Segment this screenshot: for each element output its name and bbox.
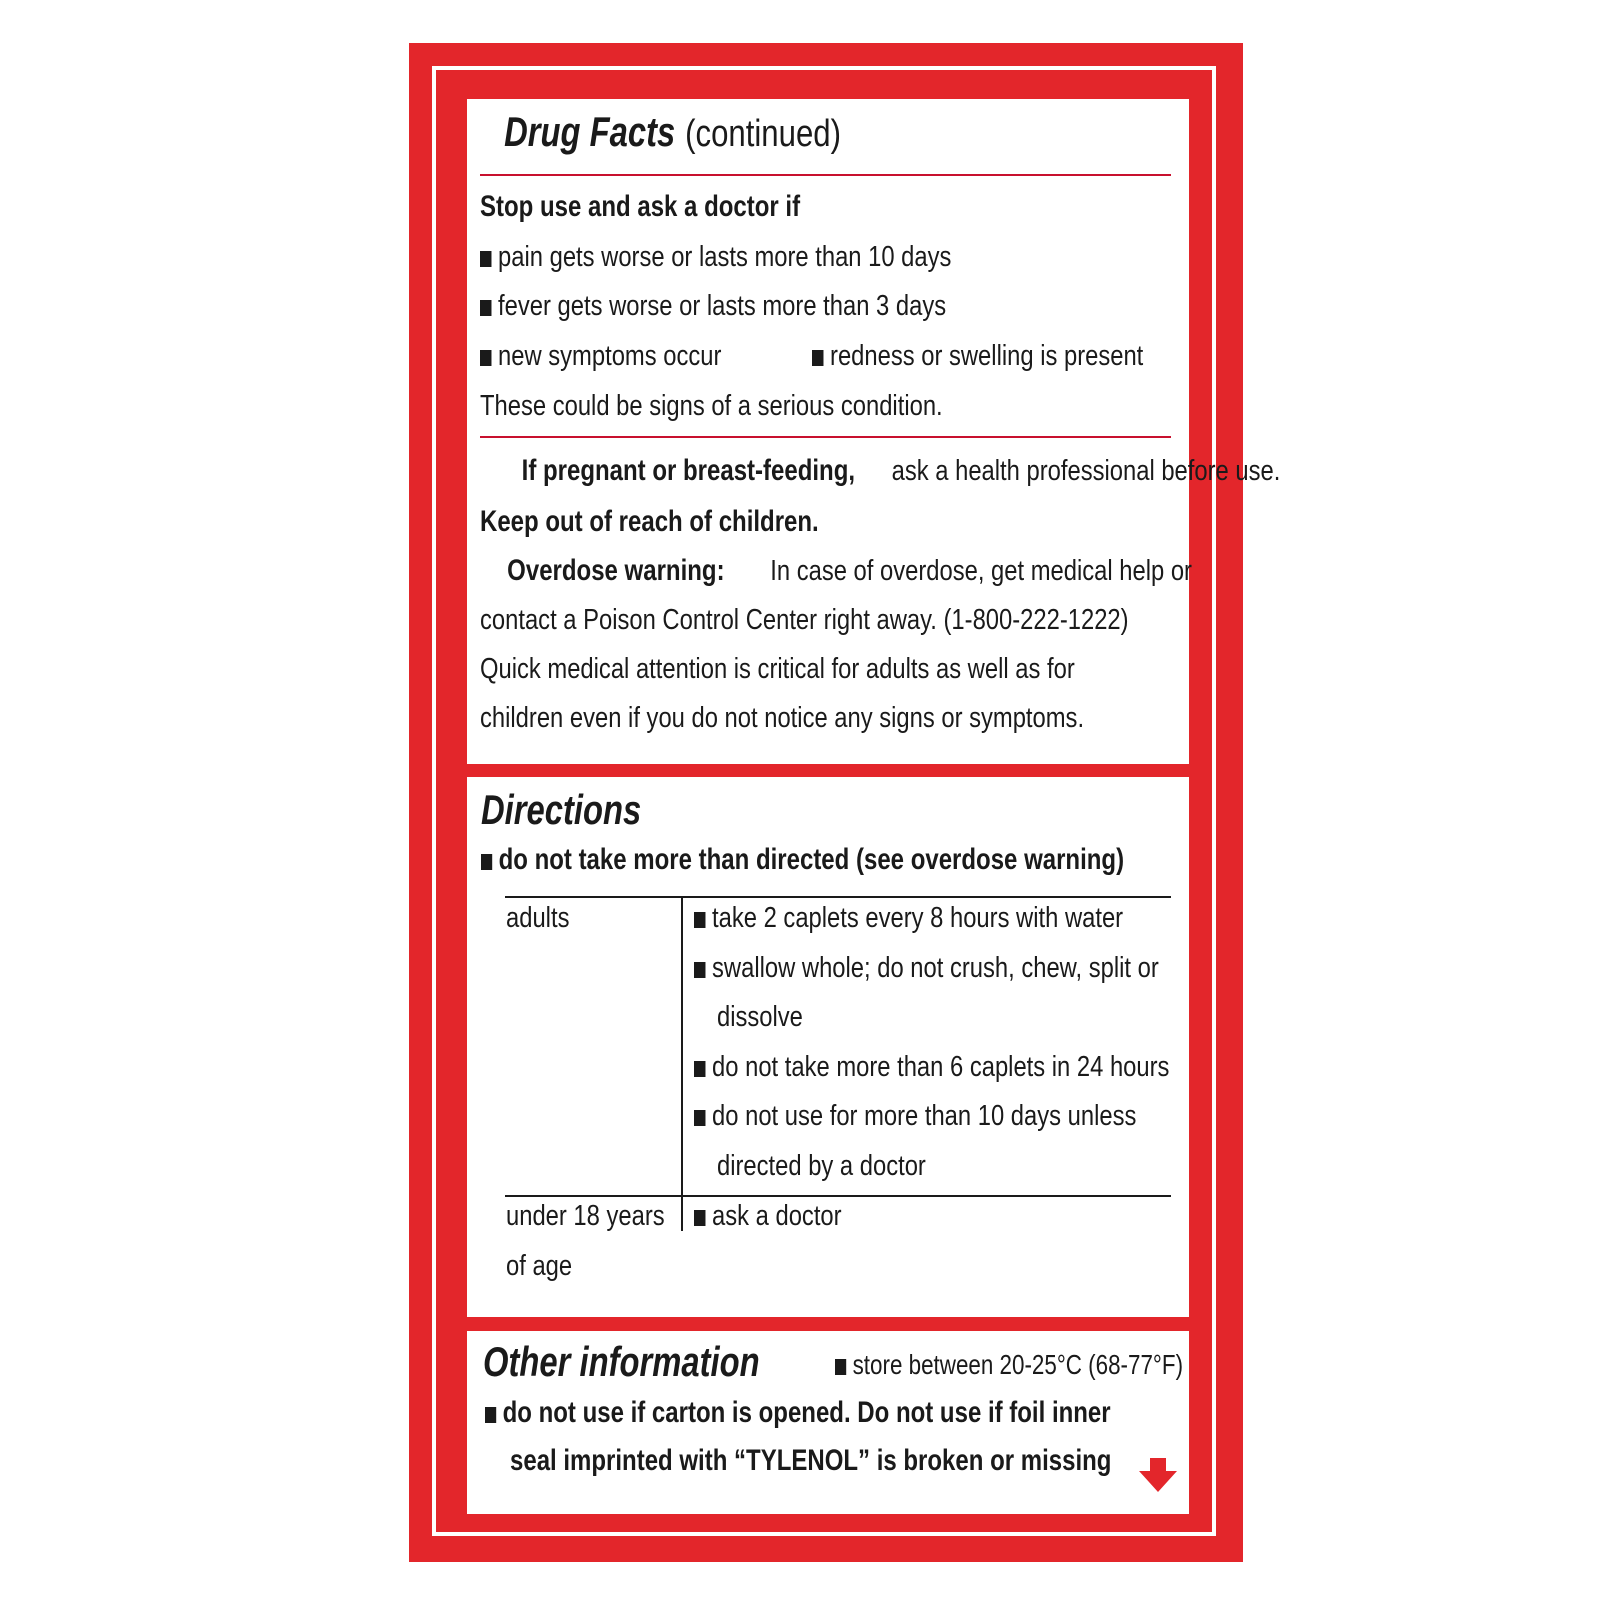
overdose-text-line: Quick medical attention is critical for adults as well as for [480, 653, 1075, 685]
bullet-square-icon [694, 1110, 705, 1126]
stop-use-bullet: redness or swelling is present [812, 340, 1143, 373]
directions-item-continued: directed by a doctor [717, 1150, 926, 1182]
bullet-square-icon [694, 1210, 705, 1226]
keep-out-warning: Keep out of reach of children. [480, 505, 819, 538]
down-arrow-icon [1137, 1458, 1179, 1494]
directions-item: ask a doctor [694, 1200, 842, 1233]
overdose-text-line: children even if you do not notice any signs or symptoms. [480, 702, 1085, 734]
bullet-square-icon [835, 1359, 846, 1375]
storage-note: store between 20-25°C (68-77°F) [835, 1349, 1183, 1381]
bullet-square-icon [485, 1407, 496, 1423]
directions-item: take 2 caplets every 8 hours with water [694, 902, 1123, 935]
seal-warning-continued: seal imprinted with “TYLENOL” is broken or missing [510, 1444, 1112, 1477]
table-top-rule [505, 896, 1171, 898]
section-rule [480, 436, 1171, 438]
directions-item: do not use for more than 10 days unless [694, 1100, 1136, 1133]
directions-group-adults: adults [506, 902, 570, 934]
overdose-warning: Overdose warning: In case of overdose, get medical help or [507, 554, 1192, 587]
bullet-square-icon [694, 912, 705, 928]
bullet-square-icon [481, 854, 492, 870]
directions-item: swallow whole; do not crush, chew, split or [694, 952, 1159, 985]
bullet-square-icon [812, 350, 823, 366]
stop-use-bullet: new symptoms occur [480, 340, 721, 373]
table-row-rule [505, 1195, 1171, 1197]
directions-item: do not take more than 6 caplets in 24 hours [694, 1051, 1169, 1084]
directions-group-under-18: under 18 years [506, 1200, 665, 1232]
table-column-divider [681, 898, 683, 1231]
stop-use-note: These could be signs of a serious condition. [480, 390, 943, 422]
bullet-square-icon [480, 300, 491, 316]
stop-use-heading: Stop use and ask a doctor if [480, 190, 801, 223]
seal-warning: do not use if carton is opened. Do not use if foil inner [485, 1396, 1111, 1430]
directions-item-continued: dissolve [717, 1001, 803, 1033]
other-information-title: Other information [483, 1338, 760, 1385]
drug-facts-title: Drug Facts [504, 108, 676, 155]
drug-facts-heading [480, 108, 858, 156]
section-rule [480, 174, 1171, 176]
bullet-square-icon [694, 962, 705, 978]
overdose-text-line: contact a Poison Control Center right away. (1-800-222-1222) [480, 604, 1129, 636]
drug-facts-title-suffix: (continued) [684, 113, 841, 155]
directions-title: Directions [481, 786, 642, 833]
directions-intro: do not take more than directed (see overdose warning) [481, 843, 1124, 877]
directions-group-under-18: of age [506, 1250, 573, 1282]
pregnancy-warning: If pregnant or breast-feeding, ask a health professional before use. [521, 454, 1281, 487]
stop-use-bullet: pain gets worse or lasts more than 10 days [480, 241, 951, 274]
bullet-square-icon [694, 1061, 705, 1077]
bullet-square-icon [480, 350, 491, 366]
bullet-square-icon [480, 251, 491, 267]
stop-use-bullet: fever gets worse or lasts more than 3 days [480, 290, 946, 323]
